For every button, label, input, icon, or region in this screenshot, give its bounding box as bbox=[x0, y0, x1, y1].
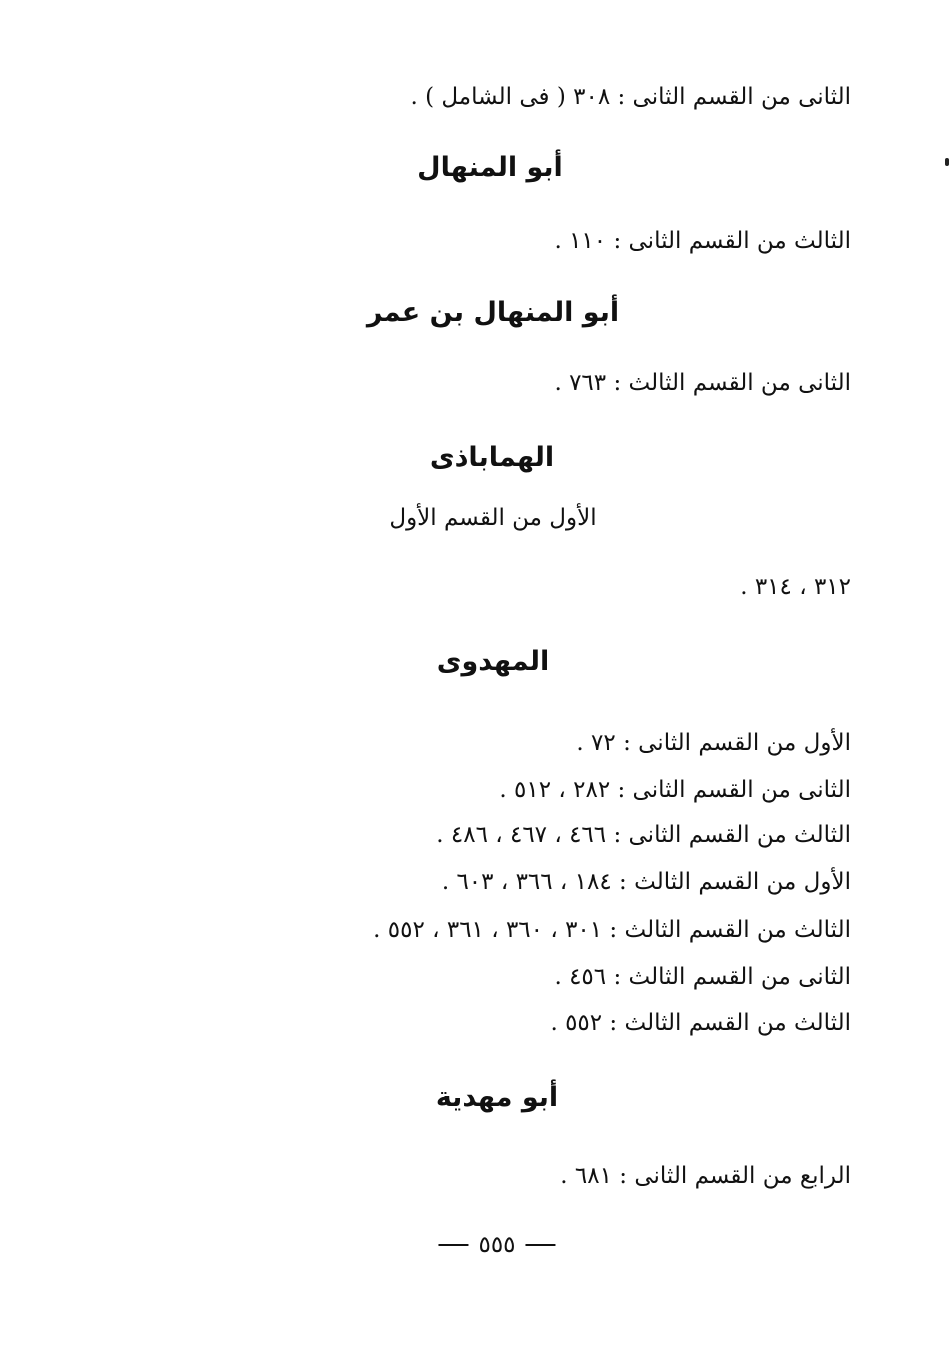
index-line: الثانى من القسم الثانى : ٢٨٢ ، ٥١٢ . bbox=[499, 777, 851, 803]
index-line: الأول من القسم الثانى : ٧٢ . bbox=[576, 730, 851, 756]
entry-heading: أبو مهدية bbox=[435, 1082, 559, 1113]
index-line: الثالث من القسم الثالث : ٥٥٢ . bbox=[550, 1010, 851, 1036]
entry-heading: أبو المنهال bbox=[417, 152, 563, 183]
index-line: الرابع من القسم الثانى : ٦٨١ . bbox=[560, 1163, 851, 1189]
index-line: ٣١٢ ، ٣١٤ . bbox=[740, 574, 851, 600]
entry-heading: الهماباذى bbox=[429, 442, 555, 473]
index-line: الأول من القسم الثالث : ١٨٤ ، ٣٦٦ ، ٦٠٣ . bbox=[441, 869, 851, 895]
index-line: الثالث من القسم الثانى : ١١٠ . bbox=[554, 228, 851, 254]
index-line: الثالث من القسم الثانى : ٤٦٦ ، ٤٦٧ ، ٤٨٦ . bbox=[436, 822, 851, 848]
index-line: الثانى من القسم الثالث : ٧٦٣ . bbox=[554, 370, 851, 396]
scan-mark bbox=[945, 158, 949, 166]
index-line: الثانى من القسم الثالث : ٤٥٦ . bbox=[554, 964, 851, 990]
page-number: ٥٥٥ bbox=[478, 1232, 516, 1258]
entry-heading: أبو المنهال بن عمر bbox=[366, 297, 620, 328]
index-line: الثالث من القسم الثالث : ٣٠١ ، ٣٦٠ ، ٣٦١ ، ٥٥٢ . bbox=[373, 917, 851, 943]
footer-dash bbox=[526, 1244, 556, 1246]
footer-dash bbox=[438, 1244, 468, 1246]
index-line: الثانى من القسم الثانى : ٣٠٨ ( فى الشامل ) . bbox=[410, 84, 851, 110]
entry-heading: المهدوى bbox=[436, 646, 550, 677]
page-footer bbox=[438, 1232, 555, 1258]
entry-subheading: الأول من القسم الأول bbox=[389, 505, 597, 531]
